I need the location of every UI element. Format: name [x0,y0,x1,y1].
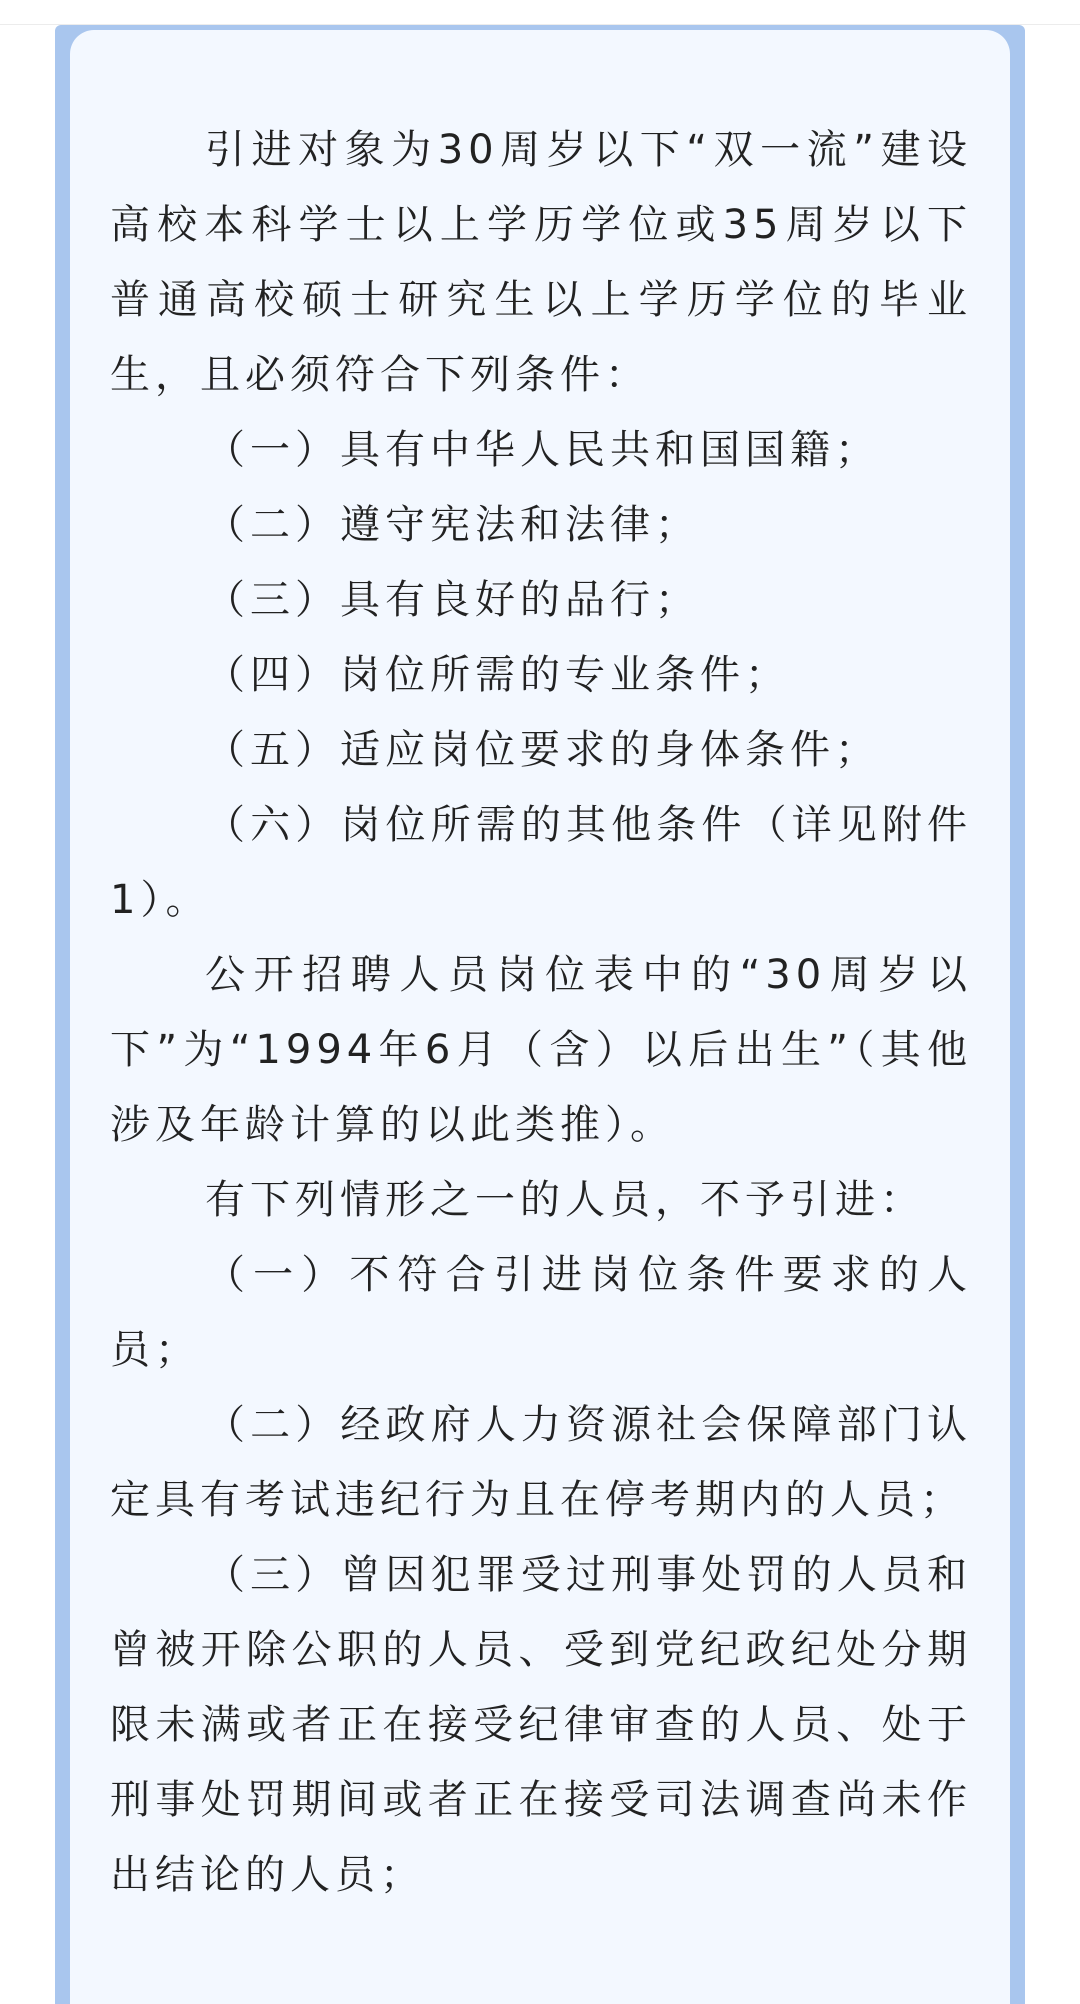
paragraph-condition-3: （三）具有良好的品行； [205,577,700,623]
paragraph-condition-6: （六）岗位所需的其他条件（详见附件1）。 [110,802,972,923]
paragraph-condition-5: （五）适应岗位要求的身体条件； [205,727,880,773]
paragraph-exclusion-intro: 有下列情形之一的人员，不予引进： [205,1177,925,1223]
paragraph-condition-1: （一）具有中华人民共和国国籍； [205,427,880,473]
paragraph-condition-2: （二）遵守宪法和法律； [205,502,700,548]
paragraph-exclusion-2: （二）经政府人力资源社会保障部门认定具有考试违纪行为且在停考期内的人员； [110,1402,972,1523]
paragraph-exclusion-1: （一）不符合引进岗位条件要求的人员； [110,1252,972,1373]
paragraph-exclusion-3: （三）曾因犯罪受过刑事处罚的人员和曾被开除公职的人员、受到党纪政纪处分期限未满或者正在接受纪律审查的人员、处于刑事处罚期间或者正在接受司法调查尚未作出结论的人员； [110,1552,972,1898]
article-card [70,30,1010,2004]
paragraph-eligibility-intro: 引进对象为30周岁以下“双一流”建设高校本科学士以上学历学位或35周岁以下普通高校硕士研究生以上学历学位的毕业生，且必须符合下列条件： [110,127,972,398]
paragraph-age-note: 公开招聘人员岗位表中的“30周岁以下”为“1994年6月（含）以后出生”（其他涉及年龄计算的以此类推）。 [110,952,972,1148]
paragraph-condition-4: （四）岗位所需的专业条件； [205,652,790,698]
article-body [110,113,972,1913]
